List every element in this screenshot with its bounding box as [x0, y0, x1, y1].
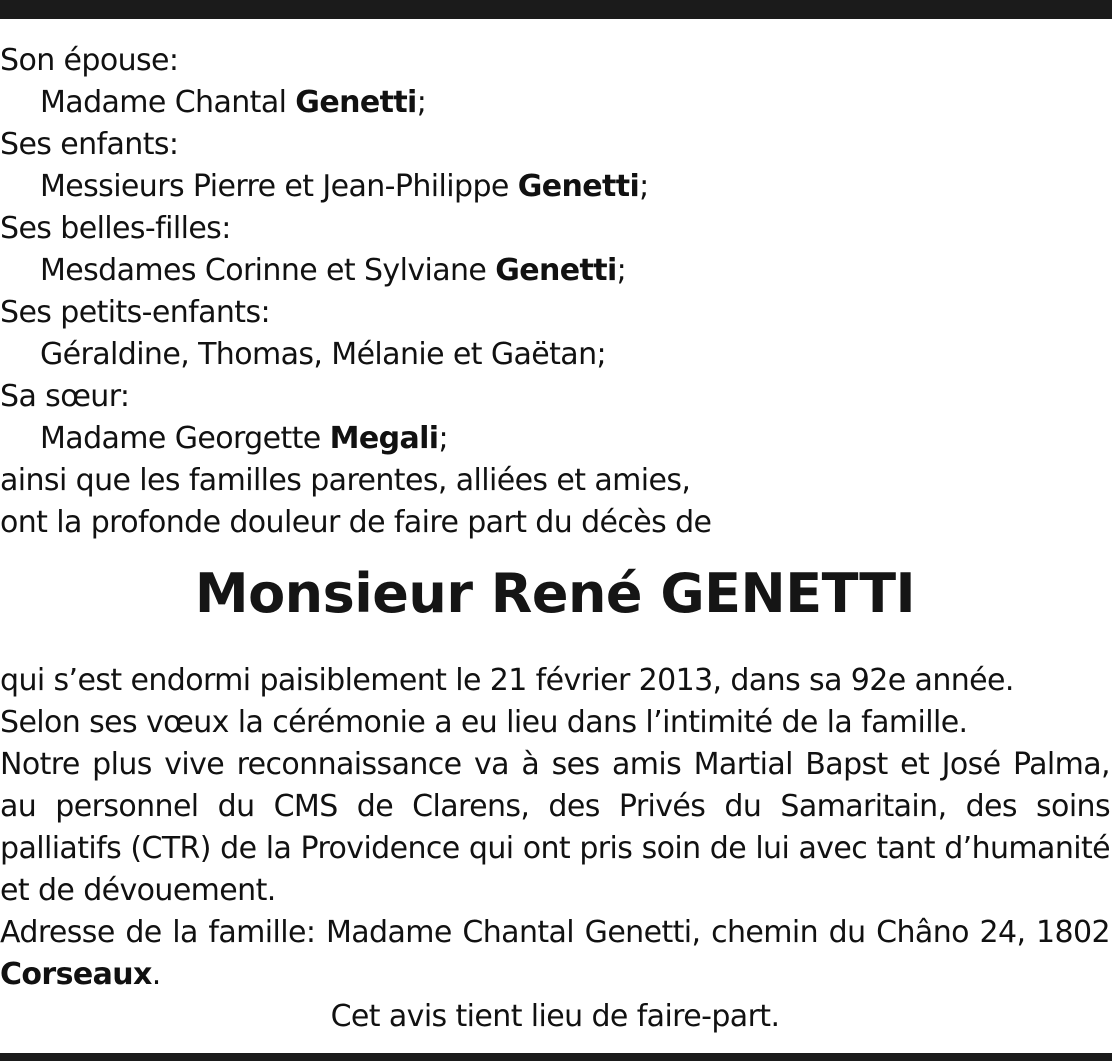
- survivor-heading-spouse: Son épouse:: [0, 43, 179, 78]
- survivors-list: [0, 40, 1110, 460]
- deceased-name: Monsieur René GENETTI: [194, 562, 916, 625]
- survivor-names-children: Messieurs Pierre et Jean-Philippe Genetti;: [40, 169, 649, 204]
- survivor-names-sister: Madame Georgette Megali;: [40, 421, 449, 456]
- families-line: ainsi que les familles parentes, alliées et amies,: [0, 463, 691, 498]
- survivor-heading-daughters-in-law: Ses belles-filles:: [0, 211, 231, 246]
- bottom-rule: [0, 1053, 1112, 1061]
- death-line: qui s’est endormi paisiblement le 21 février 2013, dans sa 92e année.: [0, 663, 1014, 698]
- announcement-line: ont la profonde douleur de faire part du décès de: [0, 505, 712, 540]
- obituary-notice: [0, 40, 1110, 1038]
- thanks-paragraph: Notre plus vive reconnaissance va à ses amis Martial Bapst et José Palma, au personnel du CMS de Clarens, des Privés du Samaritain, des soins palliatifs (CTR) de la Providence qui ont pris soin de lui avec tant d’humanité et de dévouement.: [0, 747, 1110, 908]
- family-address: Adresse de la famille: Madame Chantal Genetti, chemin du Châno 24, 1802 Corseaux.: [0, 915, 1110, 992]
- survivor-heading-sister: Sa sœur:: [0, 379, 130, 414]
- notice-body: [0, 660, 1110, 1038]
- survivor-names-spouse: Madame Chantal Genetti;: [40, 85, 427, 120]
- top-rule: [0, 0, 1112, 19]
- survivor-heading-grandchildren: Ses petits-enfants:: [0, 295, 271, 330]
- survivor-heading-children: Ses enfants:: [0, 127, 179, 162]
- survivor-names-grandchildren: Géraldine, Thomas, Mélanie et Gaëtan;: [40, 337, 606, 372]
- closing-line: Cet avis tient lieu de faire-part.: [330, 999, 780, 1034]
- ceremony-line: Selon ses vœux la cérémonie a eu lieu dans l’intimité de la famille.: [0, 705, 968, 740]
- survivor-names-daughters-in-law: Mesdames Corinne et Sylviane Genetti;: [40, 253, 627, 288]
